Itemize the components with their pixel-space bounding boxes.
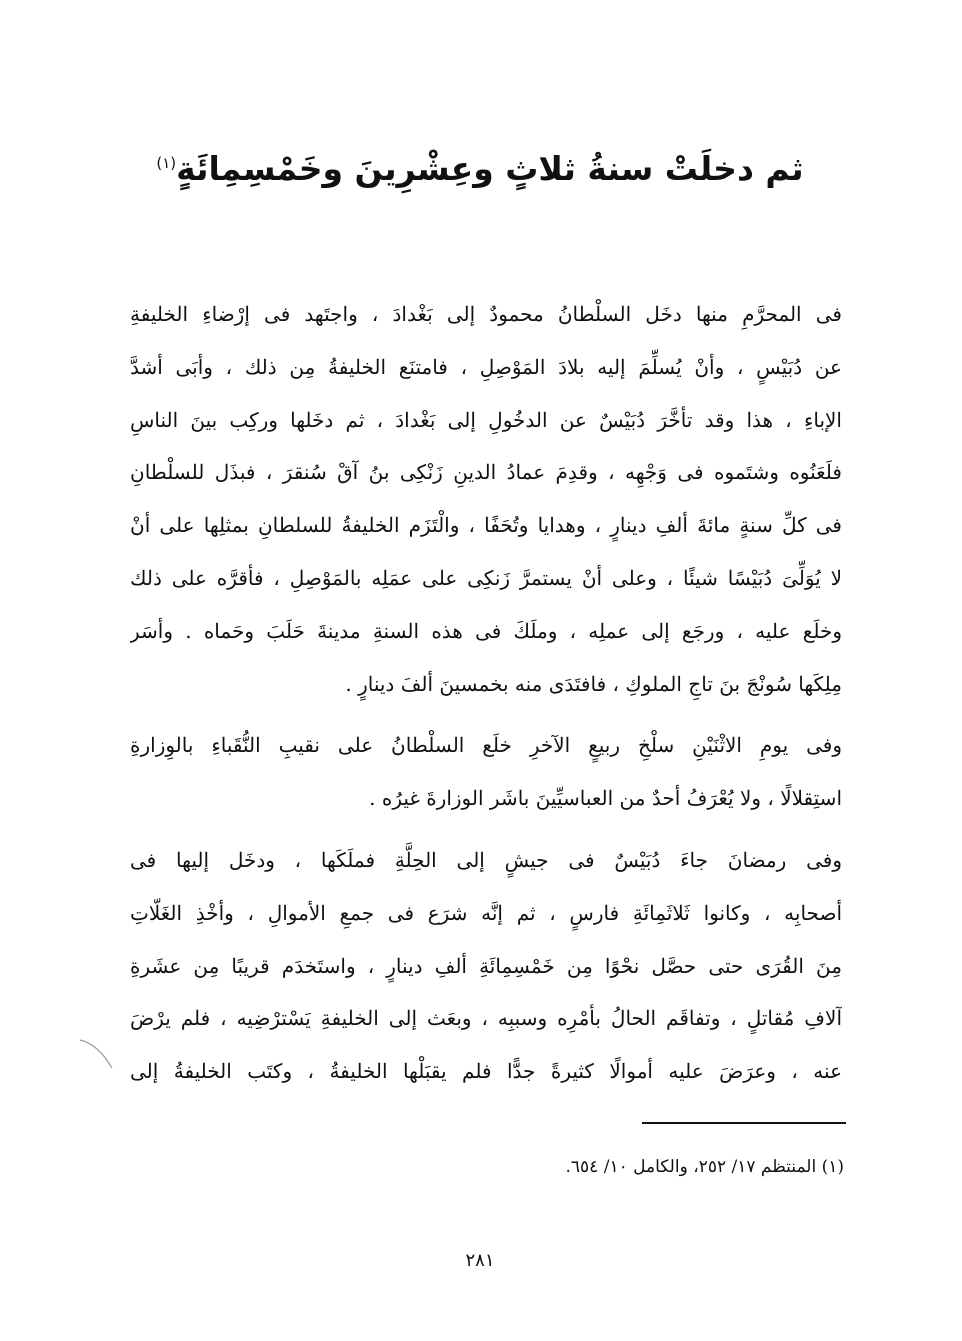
chapter-heading-title: ثم دخلَتْ سنةُ ثلاثٍ وعِشْرِينَ وخَمْسِمِائَةٍ	[176, 149, 804, 188]
text-line: الإباءِ ، هذا وقد تأخَّرَ دُبَيْسٌ عن الدخُولِ إلى بَغْدادَ ، ثم دخَلها وركِب بينَ الناسِ	[130, 407, 842, 432]
text-line: أصحابِه ، وكانوا ثَلاثَمِائَةِ فارسٍ ، ثم إنَّه شرَع فى جمعِ الأموالِ ، وأخْذِ الغَلّاتِ	[130, 900, 842, 925]
page-number: ٢٨١	[465, 1250, 495, 1271]
footnote-separator	[642, 1122, 846, 1124]
text-line: وخلَع عليه ، ورجَع إلى عملِه ، وملَكَ فى هذه السنةِ مدينةَ حَلَبَ وحَماه . وأسَر	[130, 618, 842, 643]
footnote: (١) المنتظم ١٧/ ٢٥٢، والكامل ١٠/ ٦٥٤.	[565, 1157, 844, 1177]
text-line: عنه ، وعرَضَ عليه أموالًا كثيرةً جدًّا فلم يقبَلْها الخليفةُ ، وكتَب الخليفةُ إلى	[130, 1059, 842, 1084]
text-line: فى المحرَّمِ منها دخَل السلْطانُ محمودٌ إلى بَغْدادَ ، واجتَهد فى إرْضاءِ الخليفةِ	[130, 302, 842, 326]
text-line: وفى يومِ الاثْنَيْنِ سلْخِ ربيعٍ الآخرِ خلَع السلْطانُ على نقيبِ النُّقَباءِ بالوِزارةِ	[130, 733, 842, 758]
chapter-heading	[150, 138, 810, 194]
footnote-marker: (١)	[156, 154, 177, 172]
text-line: عن دُبَيْسٍ ، وأنْ يُسلِّمَ إليه بلادَ المَوْصِلِ ، فامتنَع الخليفةُ مِن ذلك ، وأبَى أشدَّ	[130, 354, 842, 379]
text-line: فى كلِّ سنةٍ مائةَ ألفِ دينارٍ ، وهدايا وتُحَفًا ، والْتَزَم الخليفةُ للسلطانِ بمثلِها على أنْ	[130, 513, 842, 538]
text-line: فلَعَنُوه وشتَموه فى وَجْهِه ، وقدِمَ عمادُ الدينِ زَنْكِى بنُ آقْ سُنقرَ ، فبذَل للسلْطانِ	[130, 460, 842, 485]
text-line: لا يُوَلِّىَ دُبَيْسًا شيئًا ، وعلى أنْ يستمرَّ زَنكِى على عمَلِه بالمَوْصِلِ ، فأقرَّه على ذلك	[130, 565, 842, 590]
paragraph	[130, 834, 842, 1098]
paragraph	[130, 719, 842, 825]
text-line: استِقلالًا ، ولا يُعْرَفُ أحدٌ من العباسيِّينَ باشَر الوزارةَ غيرُه .	[369, 786, 842, 811]
text-line: مِلِكَها سُونْجَ بنَ تاجِ الملوكِ ، فافتَدَى منه بخمسينَ ألفَ دينارٍ .	[345, 671, 842, 696]
text-line: مِنَ القُرَى حتى حصَّل نحْوًا مِن خَمْسِمِائَةِ ألفِ دينارٍ ، واستَخدَم قريبًا مِن عشَرةِ	[130, 953, 842, 978]
text-line: آلافِ مُقاتلٍ ، وتفاقَم الحالُ بأمْرِه وسببِه ، وبعَث إلى الخليفةِ يَسْترْضِيه ، فلم يرْضَ	[130, 1006, 842, 1031]
text-line: وفى رمضانَ جاءَ دُبَيْسٌ فى جيشٍ إلى الحِلَّةِ فملَكَها ، ودخَل إليها فى	[130, 847, 842, 872]
body-text	[130, 288, 842, 1098]
paragraph	[130, 288, 842, 710]
margin-scan-mark	[76, 1034, 116, 1074]
